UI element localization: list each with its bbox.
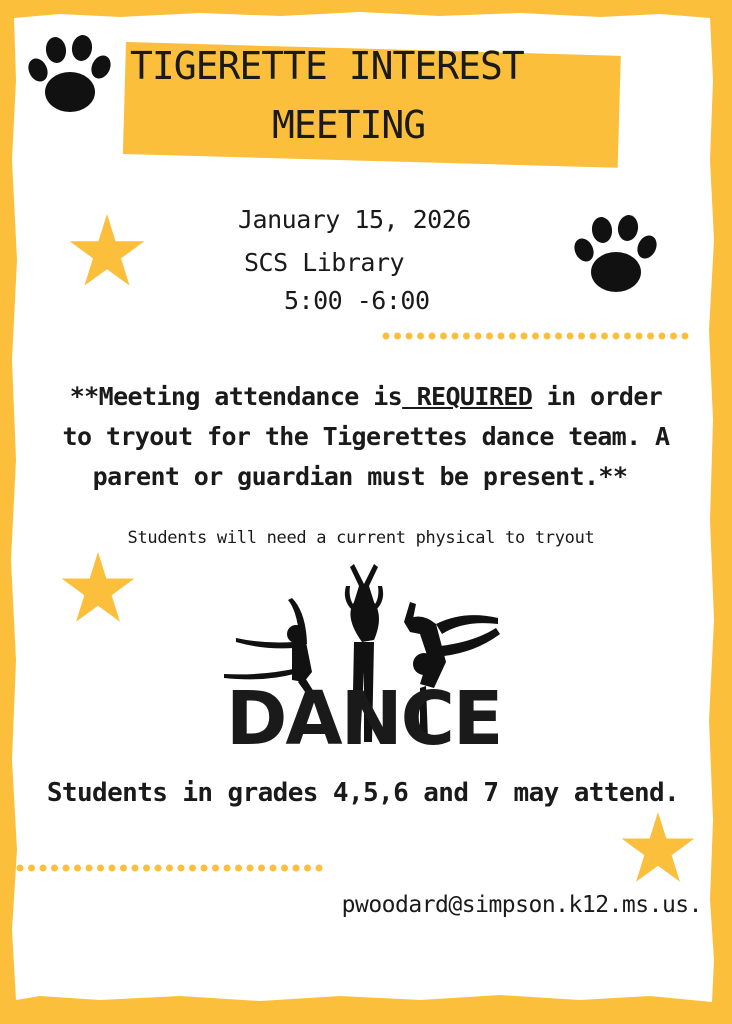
star-icon bbox=[68, 214, 146, 288]
requirement-line-3: parent or guardian must be present.** bbox=[92, 462, 628, 491]
star-icon bbox=[620, 812, 696, 884]
requirement-line-2: to tryout for the Tigerettes dance team. A bbox=[62, 422, 670, 451]
page-title-line-1: TIGERETTE INTEREST bbox=[130, 44, 524, 88]
paw-print-icon bbox=[26, 34, 114, 118]
requirement-text: in order bbox=[532, 382, 663, 411]
dance-graphic bbox=[214, 562, 514, 752]
event-date: January 15, 2026 bbox=[238, 205, 471, 234]
contact-email: pwoodard@simpson.k12.ms.us. bbox=[341, 892, 702, 918]
dance-word: DANCE bbox=[226, 676, 502, 752]
required-emphasis: REQUIRED bbox=[402, 382, 533, 411]
event-location: SCS Library bbox=[244, 248, 405, 277]
star-icon bbox=[60, 552, 136, 624]
grades-note: Students in grades 4,5,6 and 7 may attend. bbox=[46, 778, 680, 808]
page-title-line-2: MEETING bbox=[272, 103, 426, 147]
paw-print-icon bbox=[572, 214, 660, 298]
event-time: 5:00 -6:00 bbox=[284, 286, 430, 315]
dotted-divider bbox=[380, 330, 700, 342]
physical-note: Students will need a current physical to tryout bbox=[127, 528, 595, 548]
dotted-divider bbox=[14, 862, 334, 874]
requirement-line-1 bbox=[0, 382, 732, 411]
requirement-text: **Meeting attendance is bbox=[69, 382, 403, 411]
